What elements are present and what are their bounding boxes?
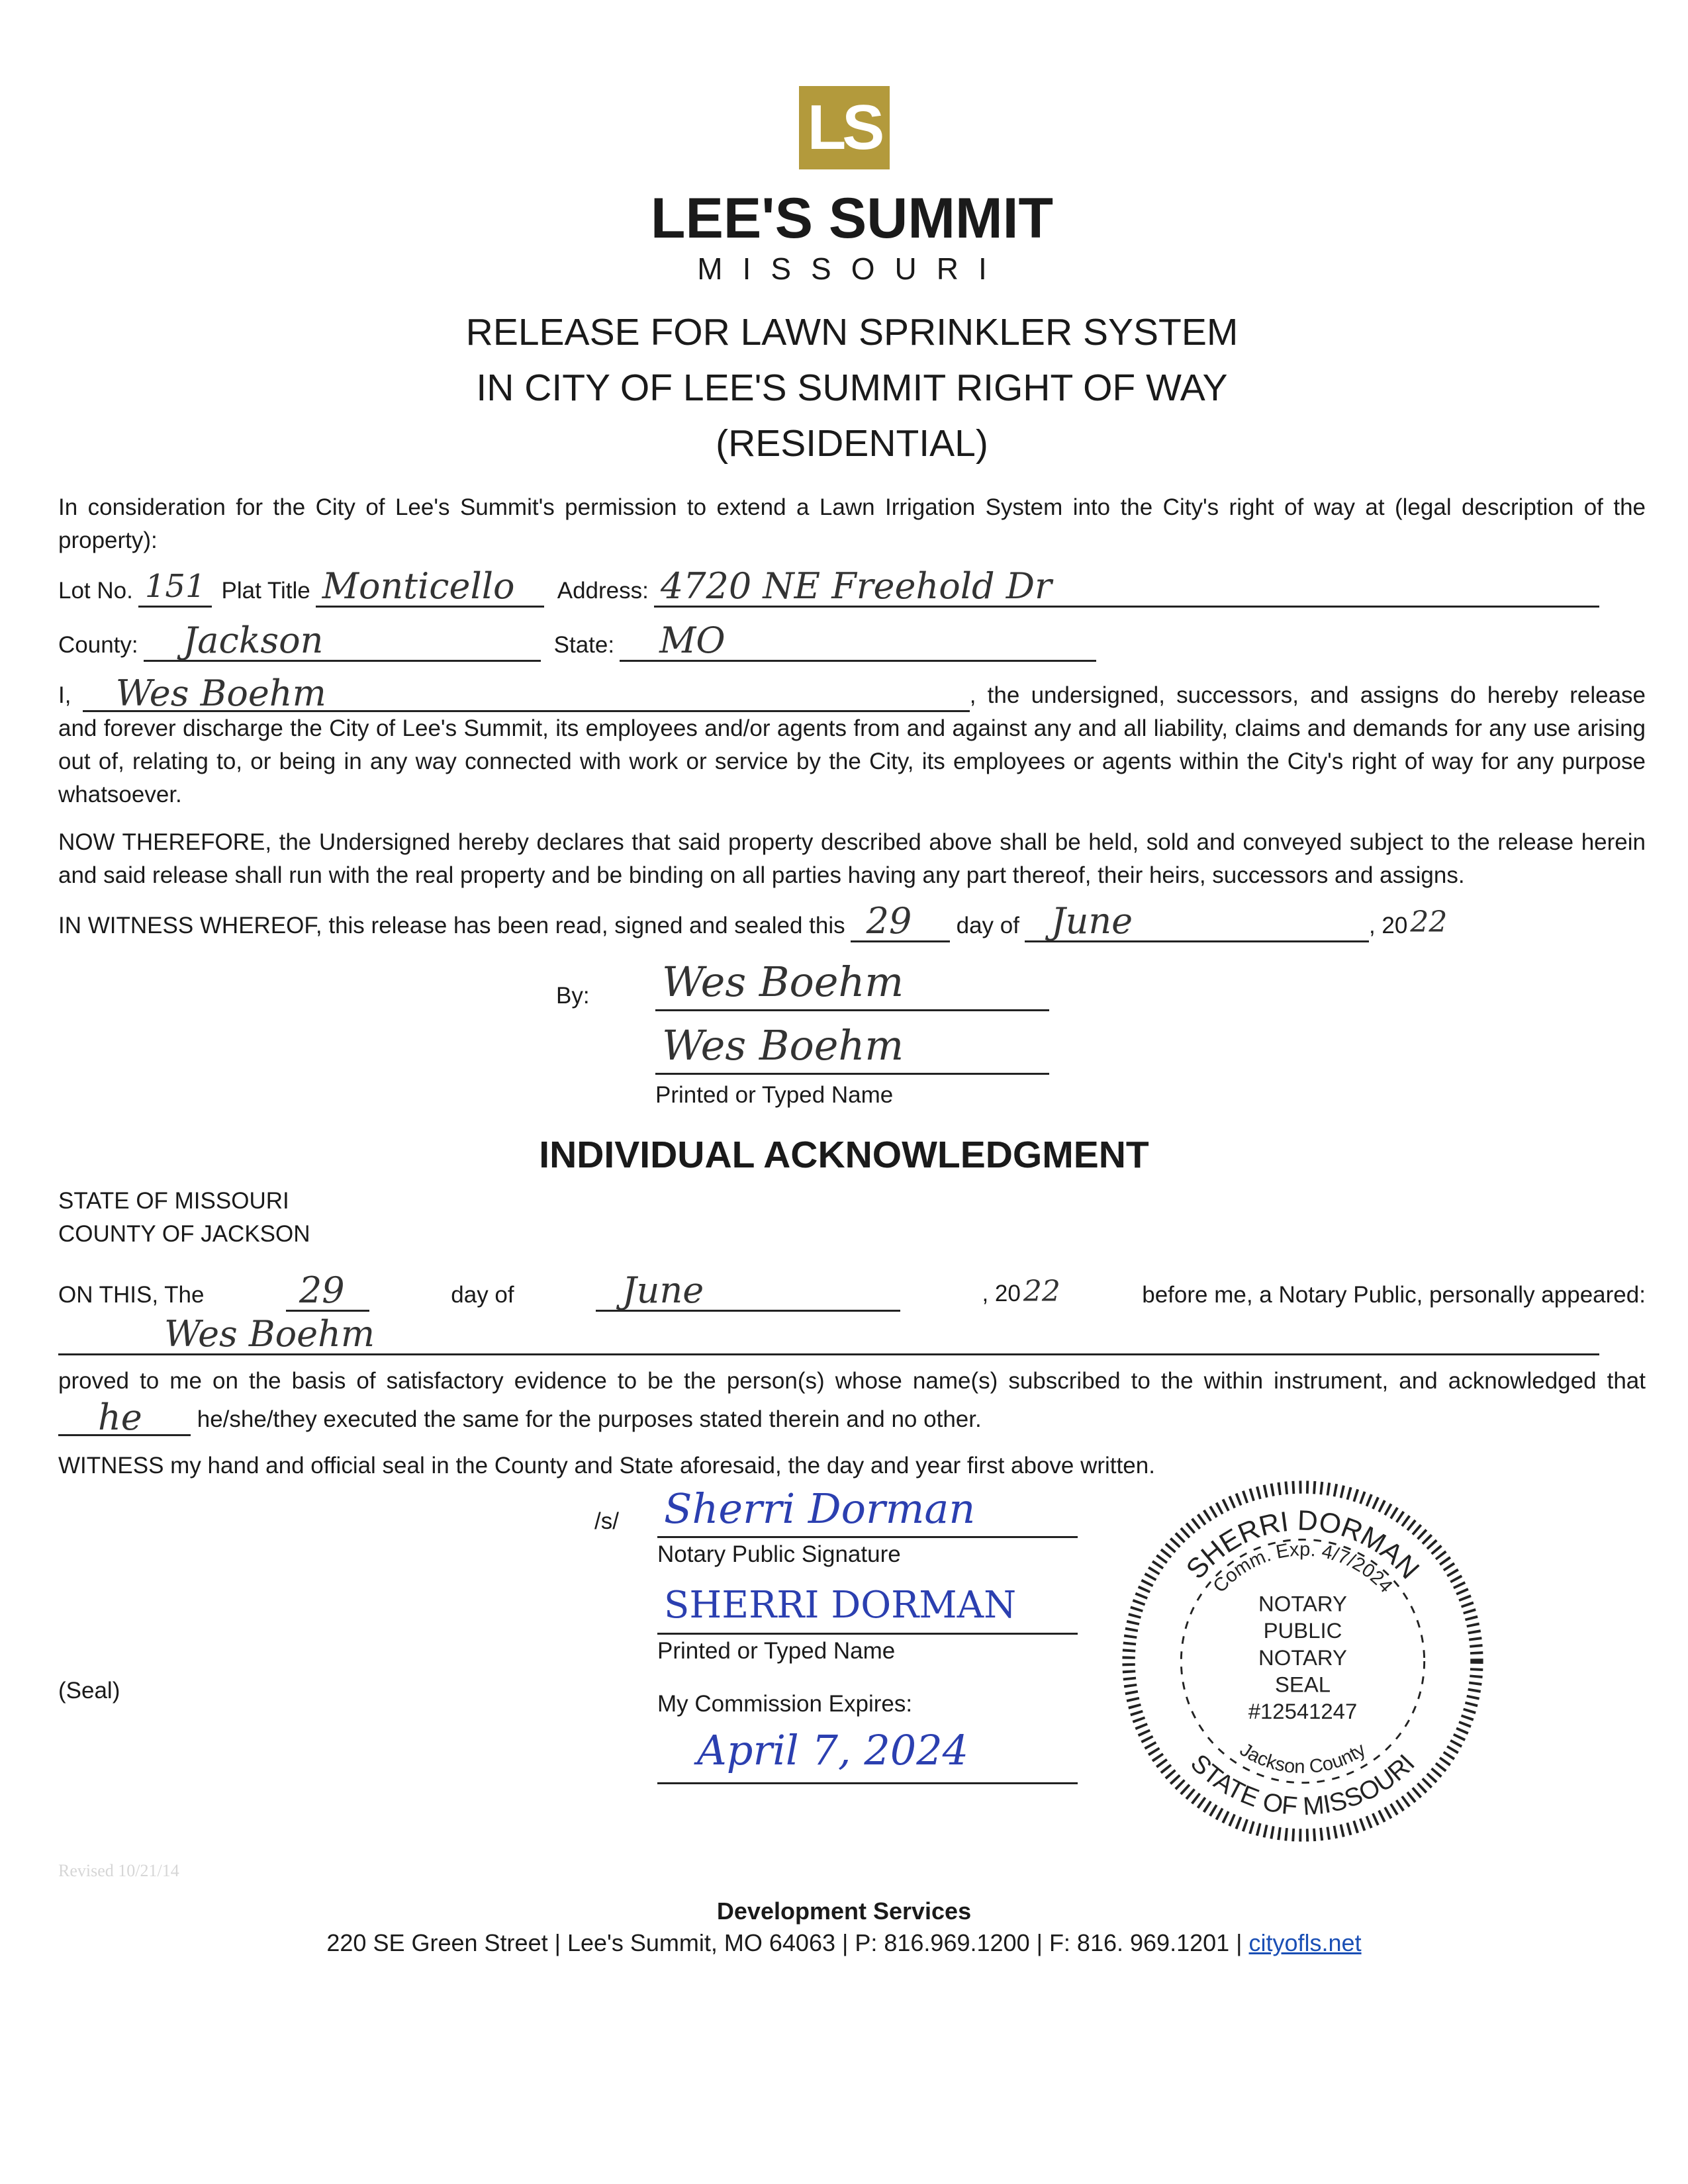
release-year-value: 22 bbox=[1410, 905, 1448, 939]
notary-signature-field[interactable] bbox=[657, 1482, 1078, 1538]
state-label: State: bbox=[553, 632, 615, 658]
release-prefix: I, bbox=[58, 682, 71, 708]
ack-prefix: acknowledged that bbox=[1448, 1368, 1646, 1394]
notary-signature-label: Notary Public Signature bbox=[657, 1541, 901, 1567]
state-name: MISSOURI bbox=[697, 251, 1007, 286]
printed-name-label: Printed or Typed Name bbox=[655, 1082, 894, 1108]
notary-stamp bbox=[1111, 1469, 1495, 1853]
release-year-prefix: , 20 bbox=[1368, 913, 1408, 938]
address-value: 4720 NE Freehold Dr bbox=[660, 565, 1052, 607]
footer-address: 220 SE Green Street | Lee's Summit, MO 64063 | P: 816.969.1200 | F: 816. 969.1201 | bbox=[326, 1929, 1249, 1956]
printed-name-field[interactable] bbox=[655, 1019, 1049, 1075]
notary-block bbox=[58, 1482, 1646, 1853]
address-label: Address: bbox=[557, 578, 649, 604]
proved-paragraph bbox=[58, 1365, 1646, 1436]
stamp-exp-text: Comm. Exp. 4/7/2024 bbox=[1209, 1539, 1397, 1597]
release-signature-column bbox=[655, 956, 1049, 1112]
footer-department: Development Services bbox=[716, 1897, 972, 1925]
property-row-1 bbox=[58, 567, 1646, 608]
county-field[interactable] bbox=[144, 621, 541, 662]
stamp-line-3: NOTARY bbox=[1258, 1645, 1347, 1670]
seal-column bbox=[58, 1482, 594, 1707]
release-month-value: June bbox=[1051, 900, 1133, 942]
witness-prefix: IN WITNESS WHEREOF, this release has been read, signed and sealed this bbox=[58, 913, 845, 938]
release-month-field[interactable] bbox=[1025, 901, 1369, 942]
logo-text: LS bbox=[807, 92, 881, 163]
title-line-1: RELEASE FOR LAWN SPRINKLER SYSTEM bbox=[465, 311, 1239, 353]
release-body: release and forever discharge the City of Lee's Summit, its employees and/or agents from and against any and all liability, claims and demands for any use arising out of, relating to, or being in any way connected with work or service by the City, its employees or agents within the City's right of way for any purpose whatsoever. bbox=[58, 682, 1646, 807]
city-logo bbox=[799, 86, 890, 169]
ack-tail: he/she/they executed the same for the purposes stated therein and no other. bbox=[197, 1406, 982, 1432]
ack-year bbox=[982, 1272, 1060, 1312]
release-signature-block bbox=[556, 956, 1646, 1112]
commission-value: April 7, 2024 bbox=[697, 1726, 969, 1774]
release-witness-row bbox=[58, 901, 1646, 942]
pronoun-value: he bbox=[98, 1396, 142, 1438]
stamp-line-4: SEAL bbox=[1274, 1672, 1331, 1697]
notary-signature-row bbox=[594, 1482, 1084, 1538]
release-paragraph bbox=[58, 674, 1646, 811]
intro-paragraph: In consideration for the City of Lee's Summit's permission to extend a Lawn Irrigation System into the City's right of way at (legal description of the property): bbox=[58, 494, 1646, 553]
lot-value: 151 bbox=[144, 568, 206, 605]
county-label: County: bbox=[58, 632, 138, 658]
ack-name-row bbox=[58, 1314, 1646, 1355]
notary-printed-name: SHERRI DORMAN bbox=[664, 1584, 1017, 1627]
title-line-3: (RESIDENTIAL) bbox=[716, 422, 988, 465]
stamp-line-1: NOTARY bbox=[1258, 1591, 1347, 1616]
releasor-name-value: Wes Boehm bbox=[115, 672, 326, 714]
commission-field[interactable] bbox=[657, 1721, 1078, 1784]
acknowledgment-title: INDIVIDUAL ACKNOWLEDGMENT bbox=[539, 1134, 1149, 1176]
ack-year-value: 22 bbox=[1023, 1275, 1060, 1308]
ack-day-value: 29 bbox=[299, 1269, 345, 1311]
s-label: /s/ bbox=[594, 1508, 619, 1534]
ack-day-of: day of bbox=[451, 1282, 514, 1308]
state-value: MO bbox=[659, 619, 726, 661]
ack-year-prefix: , 20 bbox=[982, 1281, 1021, 1306]
stamp-county-text: Jackson County bbox=[1236, 1739, 1370, 1778]
stamp-line-2: PUBLIC bbox=[1263, 1618, 1342, 1643]
address-field[interactable] bbox=[654, 567, 1599, 608]
by-label: By: bbox=[556, 983, 590, 1009]
notary-printed-field[interactable] bbox=[657, 1579, 1078, 1635]
stamp-line-5: #12541247 bbox=[1248, 1699, 1358, 1723]
on-this-row bbox=[58, 1271, 1646, 1312]
ack-day-field[interactable] bbox=[286, 1271, 369, 1312]
ack-month-value: June bbox=[622, 1269, 704, 1311]
signature-field[interactable] bbox=[655, 956, 1049, 1011]
releasor-printed-name: Wes Boehm bbox=[662, 1021, 904, 1069]
notary-printed-label: Printed or Typed Name bbox=[657, 1638, 896, 1664]
ack-name-value: Wes Boehm bbox=[164, 1313, 375, 1355]
stamp-bottom-text: STATE OF MISSOURI bbox=[1185, 1749, 1421, 1821]
footer-contact bbox=[0, 1927, 1688, 1959]
county-value: Jackson bbox=[183, 619, 324, 661]
releasor-signature: Wes Boehm bbox=[662, 958, 904, 1006]
release-day-field[interactable] bbox=[851, 901, 950, 942]
ack-name-field[interactable] bbox=[58, 1314, 1599, 1355]
plat-field[interactable] bbox=[316, 567, 544, 608]
revised-note: Revised 10/21/14 bbox=[58, 1861, 179, 1880]
plat-value: Monticello bbox=[322, 565, 515, 607]
releasor-name-field[interactable] bbox=[83, 674, 970, 712]
witness-text: WITNESS my hand and official seal in the County and State aforesaid, the day and year first above written. bbox=[58, 1453, 1155, 1479]
stamp-top-text: SHERRI DORMAN bbox=[1180, 1504, 1426, 1586]
proved-text: proved to me on the basis of satisfactory evidence to be the person(s) whose name(s) subscribed to the within instrument, and bbox=[58, 1368, 1438, 1394]
ack-month-field[interactable] bbox=[596, 1271, 900, 1312]
county-line: COUNTY OF JACKSON bbox=[58, 1221, 310, 1247]
release-line1-tail: , the undersigned, successors, and assigns do hereby bbox=[969, 682, 1558, 708]
seal-label: (Seal) bbox=[58, 1678, 120, 1704]
now-therefore-paragraph: NOW THEREFORE, the Undersigned hereby declares that said property described above shall be held, sold and conveyed subject to the release herein and said release shall run with the real property and be binding on all parties having any part thereof, their heirs, successors and assigns. bbox=[58, 829, 1646, 888]
org-name: LEE'S SUMMIT bbox=[650, 187, 1054, 250]
property-row-2 bbox=[58, 621, 1646, 662]
lot-field[interactable] bbox=[138, 567, 212, 608]
plat-label: Plat Title bbox=[221, 578, 310, 604]
commission-label: My Commission Expires: bbox=[657, 1691, 913, 1717]
title-line-2: IN CITY OF LEE'S SUMMIT RIGHT OF WAY bbox=[476, 367, 1228, 409]
lot-label: Lot No. bbox=[58, 578, 133, 604]
release-day-of: day of bbox=[956, 913, 1019, 938]
footer-link[interactable]: cityofls.net bbox=[1248, 1929, 1362, 1956]
appeared-text: before me, a Notary Public, personally appeared: bbox=[1142, 1282, 1646, 1308]
state-line: STATE OF MISSOURI bbox=[58, 1188, 289, 1214]
release-day-value: 29 bbox=[866, 900, 912, 942]
on-this-label: ON THIS, The bbox=[58, 1282, 205, 1308]
pronoun-field[interactable] bbox=[58, 1398, 191, 1436]
notary-signature-column bbox=[594, 1482, 1084, 1784]
notary-signature: Sherri Dorman bbox=[664, 1484, 976, 1533]
state-field[interactable] bbox=[620, 621, 1096, 662]
